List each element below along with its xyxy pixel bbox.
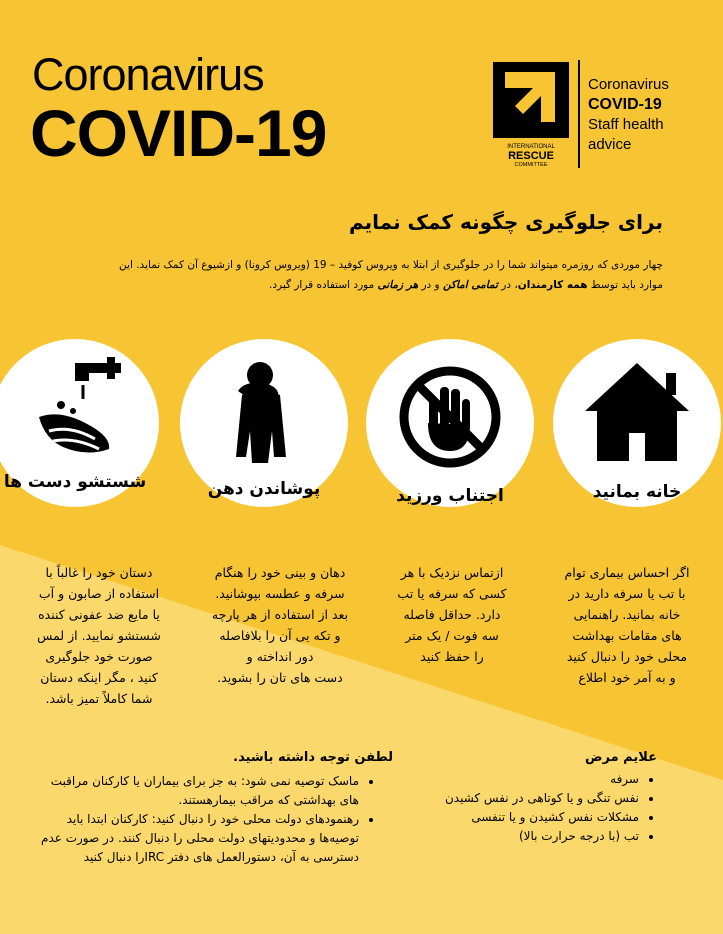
intro-line2g: مورد استفاده قرار گیرد. [269, 279, 378, 291]
tip-line: و به آمر خود اطلاع [578, 670, 676, 685]
tip-line: شما کاملاً تمیز باشد. [45, 691, 153, 706]
tip-circle-avoid-contact [366, 339, 534, 507]
intro-emph-places: تمامی اماکن [442, 279, 498, 291]
tip-line: دستان خود را غالباً با [45, 565, 153, 580]
tip-text-avoid-contact [386, 562, 518, 667]
tip-line: های مقامات بهداشت [572, 628, 682, 643]
side-title-line2: COVID-19 [588, 96, 662, 113]
tip-line: محلی خود را دنبال کنید [566, 649, 688, 664]
tip-line: را حفظ کنید [420, 649, 484, 664]
tip-line: ازتماس نزدیک با هر [400, 565, 504, 580]
tip-line: سه فوت / یک متر [405, 628, 499, 643]
irc-logo-line3: COMMITTEE [514, 162, 548, 167]
tip-line: دست های تان را بشوید. [217, 670, 343, 685]
tip-line: کسی که سرفه یا تب [397, 586, 507, 601]
list-item: • نفس تنگی و یا کوتاهی در نفس کشیدن [425, 789, 639, 808]
tip-line: اگر احساس بیماری توام [564, 565, 690, 580]
intro-emph-time: هر زمانی [377, 279, 419, 291]
title-coronavirus: Coronavirus [32, 49, 264, 100]
tip-circle-cover-mouth [180, 339, 348, 507]
list-item: • مشکلات نفس کشیدن و یا تنفسی [425, 808, 639, 827]
intro-paragraph [55, 255, 663, 295]
tip-line: شستشو نمایید. از لمس [37, 628, 161, 643]
tip-line: با تب یا سرفه دارید در [568, 586, 686, 601]
tip-label-avoid-contact: اجتناب ورزید [396, 486, 504, 506]
tip-line: دارد. حداقل فاصله [403, 607, 501, 622]
tip-line: استفاده از صابون و آب [38, 586, 160, 601]
tip-line: دهان و بینی خود را هنگام [214, 565, 346, 580]
list-item: • رهنمودهای دولت محلی خود را دنبال کنید: کارکنان ابتدا باید توصیه‌ها و محدودیتهای دولت محلی را دنبال کنند. در صورت عدم دسترسی به آن، دستورالعمل های دفتر IRCرا دنبال کنید [33, 810, 359, 867]
tip-circle-wash-hands [0, 339, 159, 507]
intro-line2c: ، در [497, 279, 518, 291]
tip-text-wash-hands [24, 562, 174, 709]
tip-line: یا مایع ضد عفونی کننده [38, 607, 160, 622]
tip-line: خانه بمانید. راهنمایی [573, 607, 681, 622]
tip-line: بعد از استفاده از هر پارچه [211, 607, 349, 622]
side-title [588, 75, 669, 155]
side-title-line4: advice [588, 136, 632, 153]
notes-title: لطفن توجه داشته باشید. [233, 750, 393, 765]
symptoms-title: علایم مرض [585, 750, 657, 765]
tip-line: سرفه و عطسه بپوشانید. [215, 586, 345, 601]
intro-emph-staff: همه کارمندان [517, 279, 588, 291]
no-touch-hand-icon [366, 339, 534, 507]
intro-line1: چهار موردی که روزمره میتواند شما را در جلوگیری از ابتلا به ویروس کوفید – 19 (ویروس کرونا) و ازشیوع آن کمک نماید. این [119, 259, 663, 271]
tip-label-cover-mouth: پوشاندن دهن [207, 479, 321, 499]
title-covid19: COVID-19 [30, 96, 327, 170]
tip-label-wash-hands: شستشو دست ها [3, 472, 147, 492]
notes-list [33, 772, 373, 867]
intro-line2e: و در [418, 279, 443, 291]
tip-line: صورت خود جلوگیری [45, 649, 153, 664]
logo-divider [578, 60, 580, 168]
irc-logo-line2: RESCUE [508, 150, 554, 162]
list-item: • تب (با درجه حرارت بالا) [425, 827, 639, 846]
list-item: • ماسک توصیه نمی شود: به جز برای بیماران یا کارکنان مراقبت های بهداشتی که مراقب بیمارهستند. [33, 772, 359, 810]
section-heading: برای جلوگیری چگونه کمک نمایم [348, 210, 663, 234]
tip-text-stay-home [553, 562, 701, 688]
side-title-line3: Staff health [588, 116, 664, 133]
side-title-line1: Coronavirus [588, 76, 669, 93]
list-item: • سرفه [425, 770, 639, 789]
tip-line: دور انداخته و [246, 649, 314, 664]
tip-line: و تکه یی آن را بلافاصله [219, 628, 341, 643]
tip-text-cover-mouth [196, 562, 364, 688]
tip-label-stay-home: خانه بمانید [592, 482, 682, 502]
intro-line2a: موارد باید توسط [587, 279, 663, 291]
tip-line: کنید ، مگر اینکه دستان [40, 670, 158, 685]
symptoms-list [425, 770, 653, 846]
irc-logo-line1: INTERNATIONAL [507, 144, 555, 150]
irc-logo [493, 62, 569, 167]
tip-circle-stay-home [553, 339, 721, 507]
